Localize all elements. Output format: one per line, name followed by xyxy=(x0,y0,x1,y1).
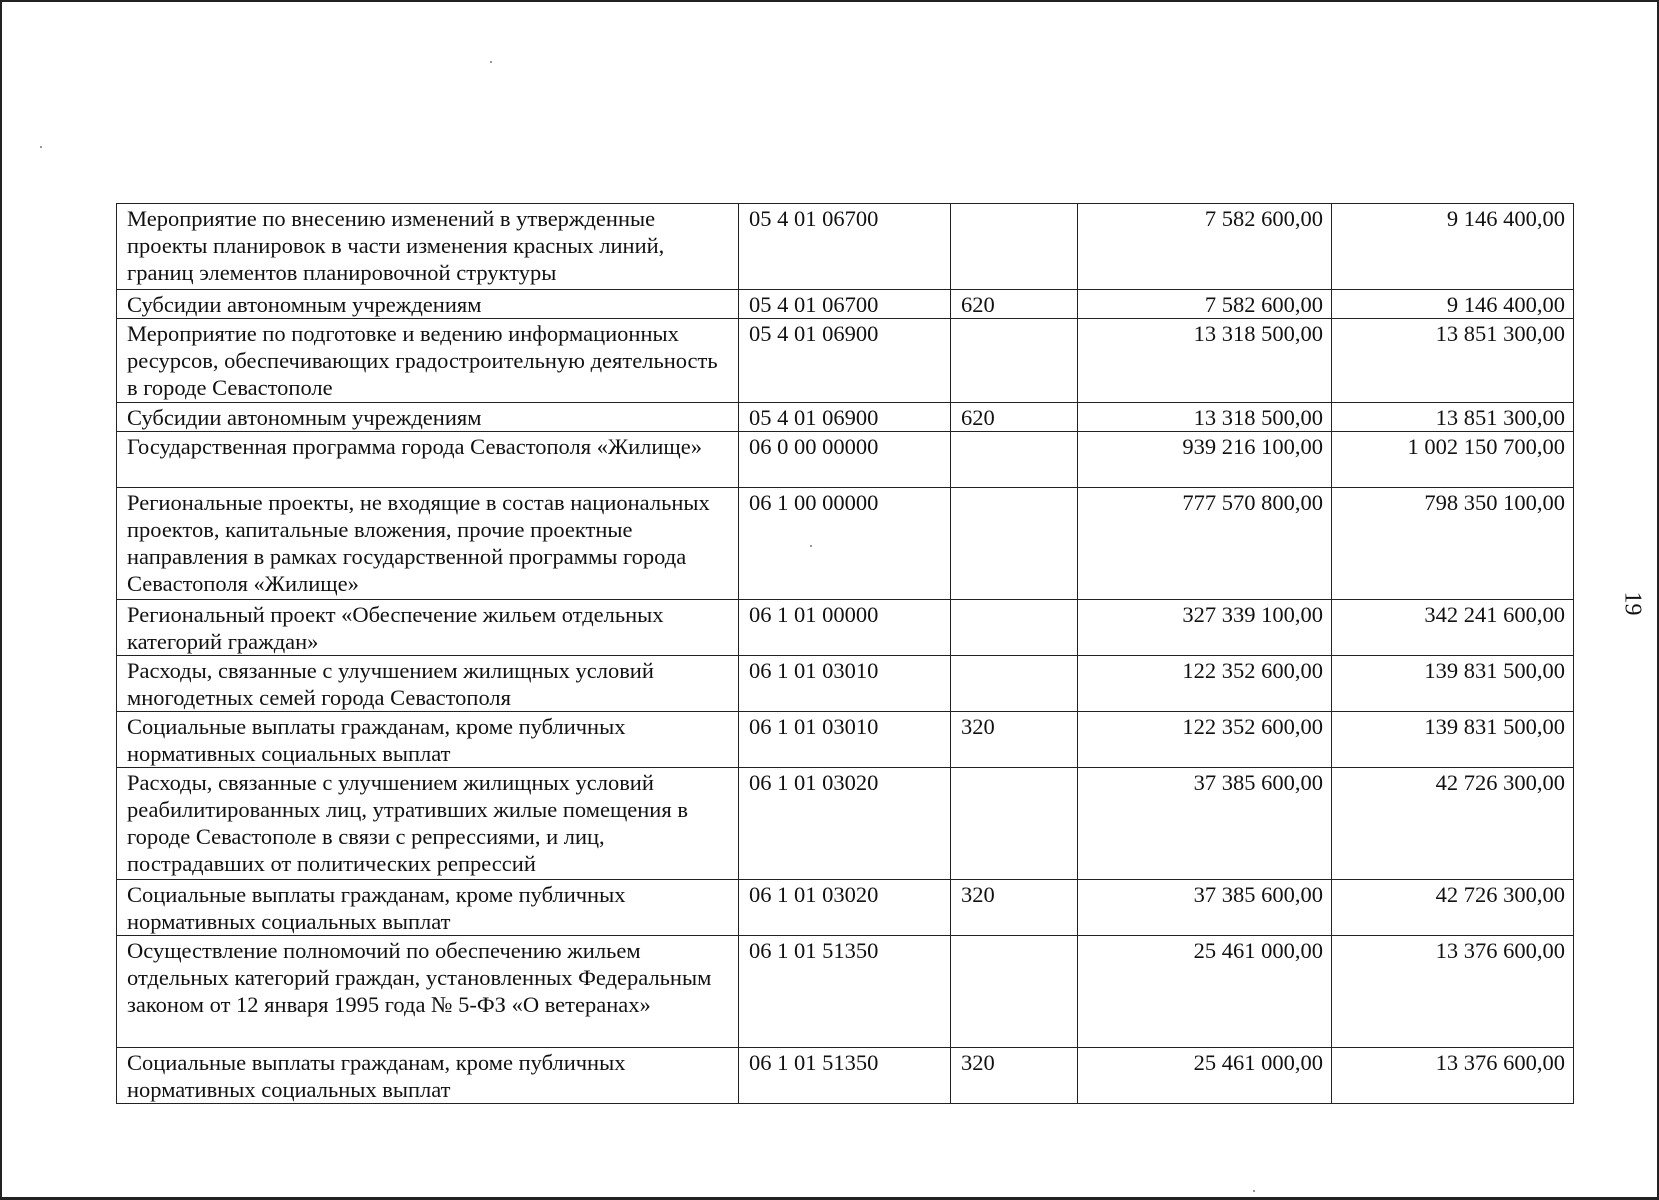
row-code: 06 1 01 51350 xyxy=(739,936,951,1048)
row-code: 06 1 01 03020 xyxy=(739,880,951,936)
table-row xyxy=(117,768,1574,880)
row-amount-year-2: 9 146 400,00 xyxy=(1332,290,1574,319)
row-description: Социальные выплаты гражданам, кроме публичных нормативных социальных выплат xyxy=(117,712,739,768)
row-code: 06 1 01 03010 xyxy=(739,656,951,712)
row-code: 05 4 01 06700 xyxy=(739,290,951,319)
row-amount-year-2: 13 376 600,00 xyxy=(1332,1048,1574,1104)
row-description: Расходы, связанные с улучшением жилищных условий реабилитированных лиц, утративших жилые помещения в городе Севастополе в связи с репрессиями, и лиц, пострадавших от политических репрессий xyxy=(117,768,739,880)
row-code: 06 1 01 00000 xyxy=(739,600,951,656)
row-code: 06 0 00 00000 xyxy=(739,432,951,488)
row-amount-year-2: 139 831 500,00 xyxy=(1332,712,1574,768)
row-expense-type xyxy=(951,768,1078,880)
row-expense-type xyxy=(951,656,1078,712)
row-expense-type xyxy=(951,600,1078,656)
row-expense-type xyxy=(951,936,1078,1048)
row-amount-year-1: 37 385 600,00 xyxy=(1078,880,1332,936)
scan-speck xyxy=(40,146,42,148)
row-expense-type: 320 xyxy=(951,1048,1078,1104)
page-number: 19 xyxy=(1619,591,1646,616)
row-expense-type: 620 xyxy=(951,290,1078,319)
row-amount-year-1: 25 461 000,00 xyxy=(1078,1048,1332,1104)
table-row xyxy=(117,319,1574,403)
row-amount-year-1: 13 318 500,00 xyxy=(1078,403,1332,432)
row-code: 06 1 01 03020 xyxy=(739,768,951,880)
scan-speck xyxy=(1253,1190,1255,1192)
row-amount-year-2: 13 851 300,00 xyxy=(1332,319,1574,403)
row-code: 06 1 01 51350 xyxy=(739,1048,951,1104)
table-row xyxy=(117,880,1574,936)
row-amount-year-1: 25 461 000,00 xyxy=(1078,936,1332,1048)
row-expense-type xyxy=(951,319,1078,403)
row-amount-year-1: 37 385 600,00 xyxy=(1078,768,1332,880)
table-row xyxy=(117,1048,1574,1104)
row-code: 05 4 01 06900 xyxy=(739,319,951,403)
row-amount-year-1: 122 352 600,00 xyxy=(1078,712,1332,768)
row-amount-year-2: 139 831 500,00 xyxy=(1332,656,1574,712)
row-code: 05 4 01 06700 xyxy=(739,204,951,290)
row-code: 06 1 00 00000 xyxy=(739,488,951,600)
row-description: Расходы, связанные с улучшением жилищных условий многодетных семей города Севастополя xyxy=(117,656,739,712)
row-expense-type: 320 xyxy=(951,712,1078,768)
row-amount-year-2: 1 002 150 700,00 xyxy=(1332,432,1574,488)
budget-table xyxy=(116,203,1574,1104)
row-amount-year-1: 939 216 100,00 xyxy=(1078,432,1332,488)
row-description: Региональные проекты, не входящие в состав национальных проектов, капитальные вложения, прочие проектные направления в рамках государственной программы города Севастополя «Жилище» xyxy=(117,488,739,600)
row-amount-year-2: 798 350 100,00 xyxy=(1332,488,1574,600)
row-amount-year-2: 342 241 600,00 xyxy=(1332,600,1574,656)
row-expense-type: 320 xyxy=(951,880,1078,936)
row-amount-year-1: 7 582 600,00 xyxy=(1078,204,1332,290)
scan-speck xyxy=(490,61,492,63)
row-code: 06 1 01 03010 xyxy=(739,712,951,768)
row-amount-year-1: 327 339 100,00 xyxy=(1078,600,1332,656)
budget-table-body xyxy=(117,204,1574,1104)
table-row xyxy=(117,600,1574,656)
table-row xyxy=(117,290,1574,319)
row-amount-year-2: 13 376 600,00 xyxy=(1332,936,1574,1048)
row-description: Социальные выплаты гражданам, кроме публичных нормативных социальных выплат xyxy=(117,880,739,936)
row-expense-type xyxy=(951,488,1078,600)
row-amount-year-1: 777 570 800,00 xyxy=(1078,488,1332,600)
table-row xyxy=(117,204,1574,290)
table-row xyxy=(117,488,1574,600)
row-description: Мероприятие по внесению изменений в утвержденные проекты планировок в части изменения красных линий, границ элементов планировочной структуры xyxy=(117,204,739,290)
row-description: Социальные выплаты гражданам, кроме публичных нормативных социальных выплат xyxy=(117,1048,739,1104)
row-expense-type xyxy=(951,204,1078,290)
row-amount-year-2: 42 726 300,00 xyxy=(1332,768,1574,880)
row-description: Субсидии автономным учреждениям xyxy=(117,290,739,319)
row-description: Осуществление полномочий по обеспечению жильем отдельных категорий граждан, установленных Федеральным законом от 12 января 1995 года № 5-ФЗ «О ветеранах» xyxy=(117,936,739,1048)
table-row xyxy=(117,403,1574,432)
table-row xyxy=(117,432,1574,488)
row-amount-year-2: 42 726 300,00 xyxy=(1332,880,1574,936)
row-expense-type: 620 xyxy=(951,403,1078,432)
row-amount-year-2: 9 146 400,00 xyxy=(1332,204,1574,290)
table-row xyxy=(117,712,1574,768)
row-amount-year-1: 7 582 600,00 xyxy=(1078,290,1332,319)
row-expense-type xyxy=(951,432,1078,488)
table-row xyxy=(117,936,1574,1048)
row-amount-year-2: 13 851 300,00 xyxy=(1332,403,1574,432)
row-code: 05 4 01 06900 xyxy=(739,403,951,432)
row-description: Региональный проект «Обеспечение жильем отдельных категорий граждан» xyxy=(117,600,739,656)
row-amount-year-1: 122 352 600,00 xyxy=(1078,656,1332,712)
row-description: Мероприятие по подготовке и ведению информационных ресурсов, обеспечивающих градостроительную деятельность в городе Севастополе xyxy=(117,319,739,403)
row-description: Государственная программа города Севастополя «Жилище» xyxy=(117,432,739,488)
table-row xyxy=(117,656,1574,712)
row-description: Субсидии автономным учреждениям xyxy=(117,403,739,432)
row-amount-year-1: 13 318 500,00 xyxy=(1078,319,1332,403)
